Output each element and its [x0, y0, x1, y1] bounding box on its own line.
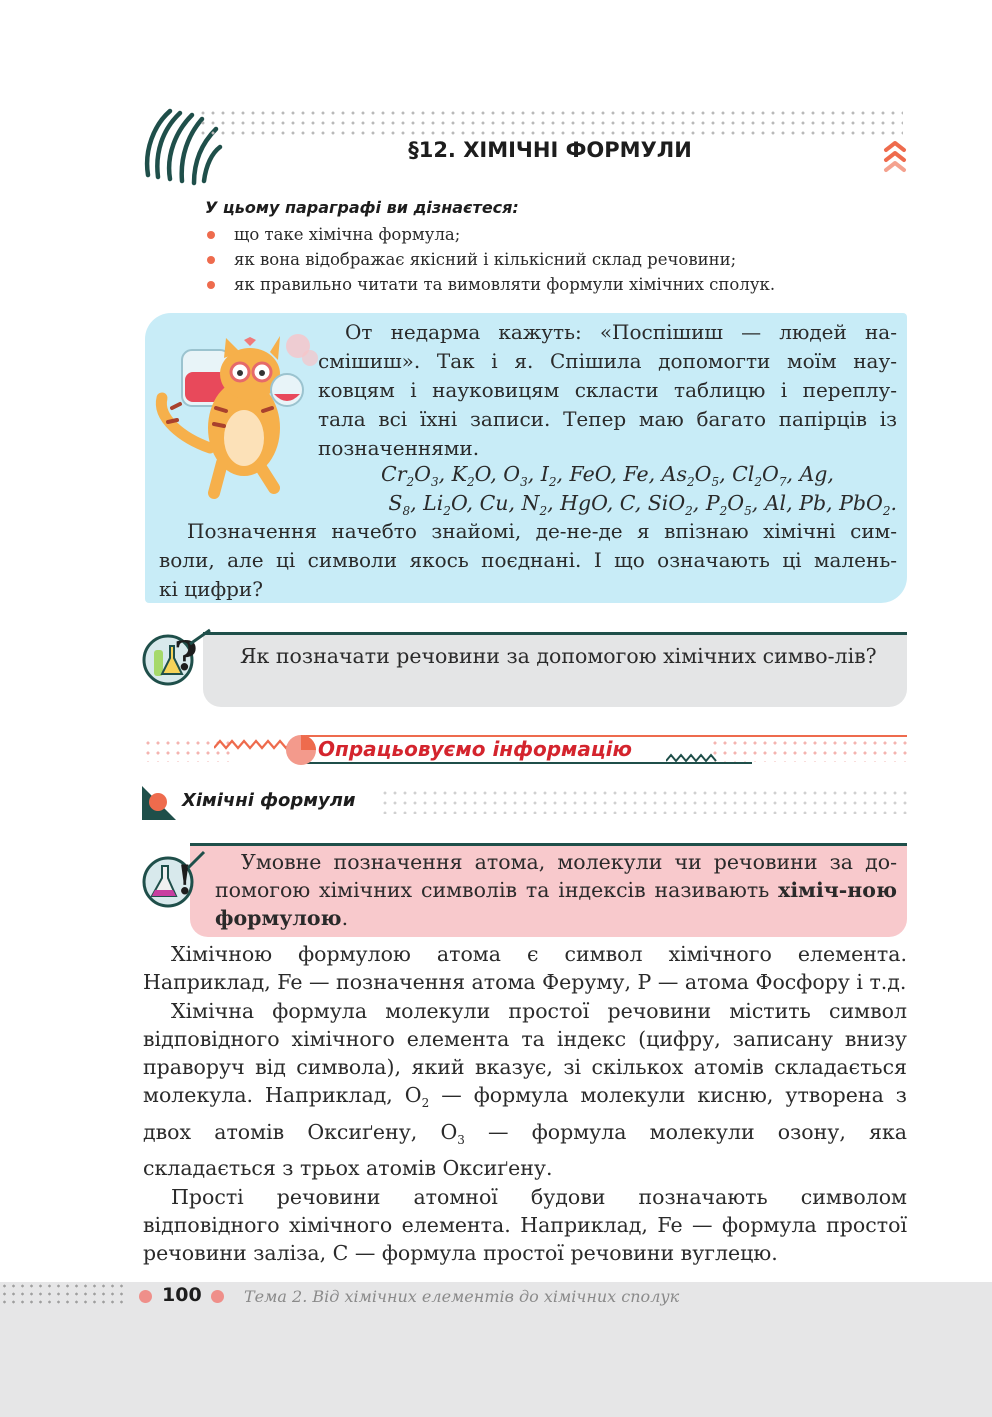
formula-part: , Li	[410, 491, 444, 515]
story-line: тала всі їхні записи. Тепер маю багато папірців із	[318, 407, 897, 431]
formula-part: O, O	[474, 462, 521, 486]
formula-index: 2	[687, 475, 695, 490]
list-item: що таке хімічна формула;	[205, 222, 775, 247]
question-flask-icon	[140, 626, 212, 688]
formula-index: 5	[711, 475, 720, 490]
subsection-title: Хімічні формули	[182, 790, 356, 811]
section-title: Опрацьовуємо інформацію	[318, 737, 632, 761]
formula-part: , K	[438, 462, 467, 486]
formula-part: , HgO, C, SiO	[547, 491, 686, 515]
paragraph: Прості речовини атомної будови позначають символом відповідного хімічного елемента. Наприклад, Fe — формула простої речовини заліза, C — формула простої речовини вуглецю.	[143, 1184, 907, 1266]
subsection-marker	[142, 786, 178, 822]
term-chemical-formula: хіміч-ною формулою	[215, 878, 897, 930]
story-line: ковцям і науковицям скласти таблицю і переплу-	[318, 378, 897, 402]
list-item: як правильно читати та вимовляти формули хімічних сполук.	[205, 272, 775, 297]
formula-part: , Ag,	[786, 462, 834, 486]
footer-topic: Тема 2. Від хімічних елементів до хімічних сполук	[244, 1287, 680, 1306]
formula-index: 2	[443, 504, 451, 519]
page-number: 100	[162, 1284, 202, 1306]
intro-label: У цьому параграфі ви дізнаєтеся:	[205, 198, 519, 217]
question-text: Як позначати речовини за допомогою хімічних симво-лів?	[240, 644, 877, 668]
story-line: воли, але ці символи якось поєднані. І що означають ці малень-	[159, 548, 897, 572]
story-line: смішиш». Так і я. Спішила допомогти моїм нау-	[318, 349, 897, 373]
page-title: §12. ХІМІЧНІ ФОРМУЛИ	[408, 138, 692, 162]
formula-part: , Cl	[719, 462, 755, 486]
body-text	[143, 940, 907, 1267]
definition-text: Умовне позначення атома, молекули чи речовини за до-помогою хімічних символів та індексів називають хіміч-ною формулою.	[215, 850, 897, 930]
formula-index: 5	[744, 504, 752, 519]
story-line: позначеннями.	[318, 436, 480, 460]
zigzag-decoration	[666, 752, 718, 764]
formula-part: , Al, Pb, PbO	[751, 491, 883, 515]
formula-index: 3	[430, 475, 439, 490]
formula-part: O	[694, 462, 712, 486]
formula-part: S	[388, 491, 403, 515]
paragraph: Хімічною формулою атома є символ хімічного елемента. Наприклад, Fe — позначення атома Феруму, P — атома Фосфору і т.д.	[143, 942, 907, 995]
section-dots-right	[710, 738, 907, 762]
formula-index: 2	[548, 475, 557, 490]
formula-part: .	[890, 491, 897, 515]
formula-index: 2	[719, 504, 728, 519]
formula-part: O, Cu, N	[450, 491, 540, 515]
formula-part: Cr	[381, 462, 407, 486]
footer-dot	[139, 1290, 152, 1303]
formula-index: 7	[778, 475, 787, 490]
formula-index: 2	[882, 504, 891, 519]
footer-dot	[211, 1290, 224, 1303]
formula-index: 8	[402, 504, 411, 519]
formula-part: O	[727, 491, 745, 515]
story-line: кі цифри?	[159, 577, 263, 601]
svg-text:?: ?	[174, 633, 198, 680]
formula-index: 2	[406, 475, 415, 490]
header-dots	[198, 108, 903, 138]
formula-index: 3	[520, 475, 528, 490]
footer-dots	[0, 1282, 128, 1308]
exclamation-flask-icon	[140, 848, 206, 910]
formula-part: , I	[527, 462, 549, 486]
intro-bullets	[205, 222, 775, 297]
formula-index: 2	[754, 475, 763, 490]
formula-part: , FeO, Fe, As	[556, 462, 687, 486]
formula-index: 2	[685, 504, 693, 519]
formula-part: O	[414, 462, 431, 486]
chevron-up-icon	[883, 140, 907, 176]
story-line: От недарма кажуть: «Поспішиш — людей на-	[345, 320, 897, 344]
svg-text:!: !	[176, 857, 194, 904]
formula-part: , P	[692, 491, 720, 515]
section-bullet-circle	[284, 733, 318, 767]
subsection-dots	[380, 788, 907, 814]
formula-part: O	[762, 462, 779, 486]
cat-scientist-illustration	[152, 328, 320, 500]
story-line: Позначення начебто знайомі, де-не-де я впізнаю хімічні сим-	[187, 519, 897, 543]
formula-index: 2	[539, 504, 548, 519]
list-item: як вона відображає якісний і кількісний склад речовини;	[205, 247, 775, 272]
paragraph: Хімічна формула молекули простої речовини містить символ відповідного хімічного елемента та індекс (цифру, записану внизу праворуч від символа), який вказує, зі скількох атомів складається молекула. Наприклад, $O_2$ — формула молекули кисню, утворена з двох атомів Оксиґену, $O_3$ — формула молекули озону, яка складається з трьох атомів Оксиґену.	[143, 998, 908, 1181]
formula-index: 2	[466, 475, 475, 490]
